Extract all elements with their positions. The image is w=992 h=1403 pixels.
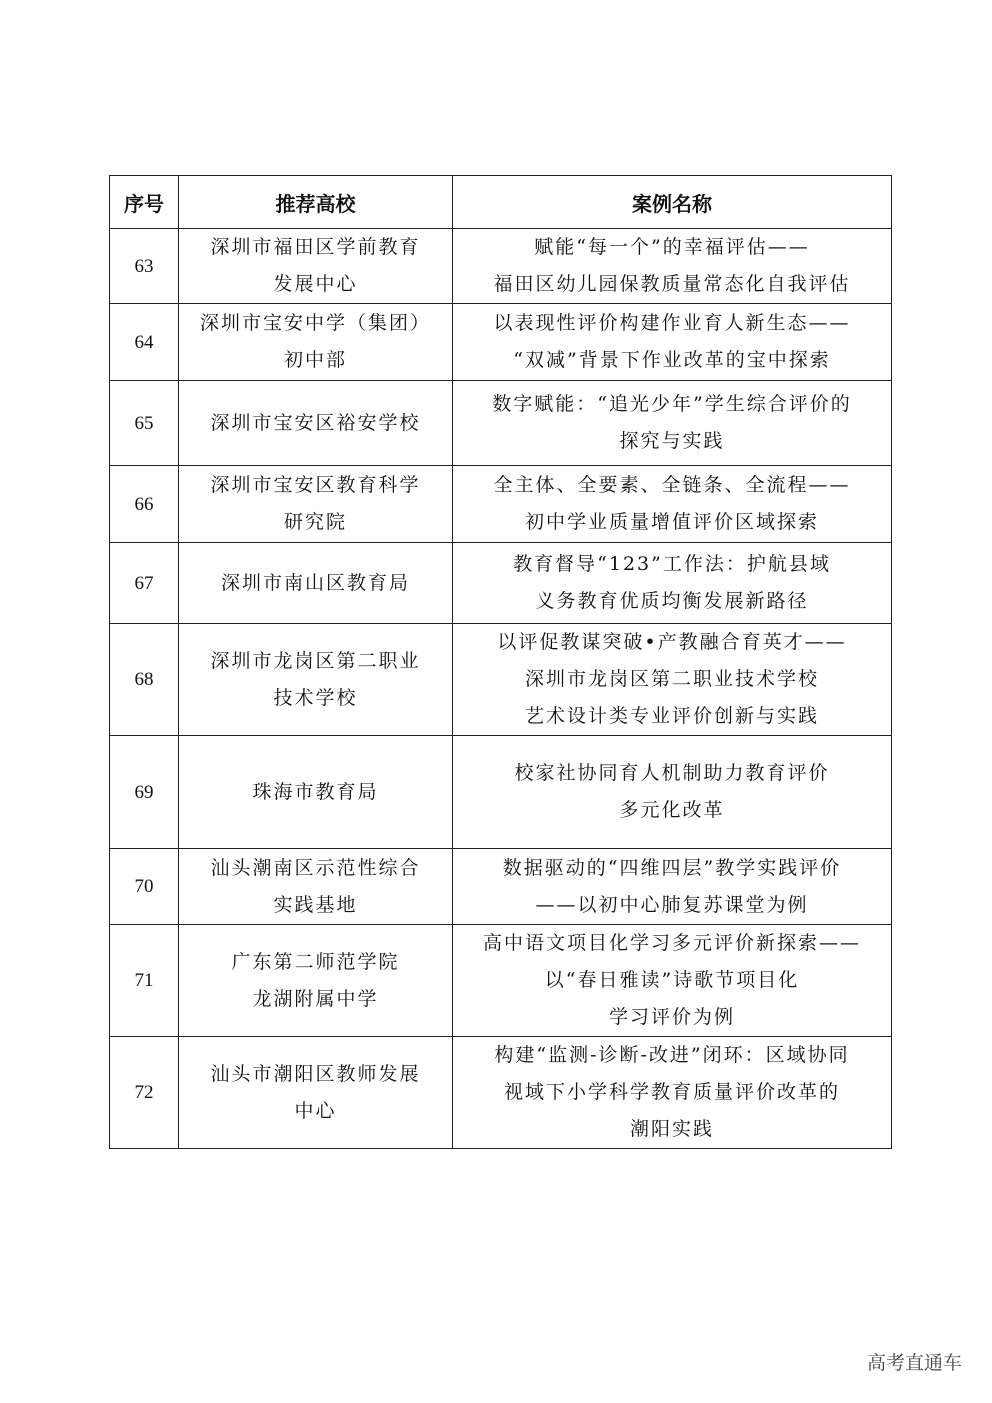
recommending-school [179,925,453,1037]
school-line: 实践基地 [273,893,358,916]
recommending-school [179,736,453,849]
case-name-line: 探究与实践 [619,430,725,452]
recommending-school [179,466,453,543]
school-line: 中心 [294,1099,337,1122]
case-name-line: 以表现性评价构建作业育人新生态—— [493,312,851,334]
row-index: 66 [110,466,179,543]
case-name-line: 校家社协同育人机制助力教育评价 [514,762,830,784]
header-school: 推荐高校 [179,176,453,229]
case-name-line: 艺术设计类专业评价创新与实践 [524,705,819,727]
row-index: 68 [110,624,179,736]
row-index: 65 [110,381,179,466]
table-row [110,381,892,466]
table-row [110,466,892,543]
case-name-line: 深圳市龙岗区第二职业技术学校 [524,668,819,690]
case-name-line: 以“春日雅读”诗歌节项目化 [544,969,800,991]
recommending-school [179,543,453,624]
case-name-line: 初中学业质量增值评价区域探索 [524,511,819,533]
school-line: 深圳市福田区学前教育 [210,236,421,258]
header-index: 序号 [110,176,179,229]
case-name-line: 潮阳实践 [629,1118,714,1140]
table-row [110,229,892,304]
table-row [110,304,892,381]
school-line: 深圳市宝安区裕安学校 [210,411,421,434]
header-case-name: 案例名称 [453,176,892,229]
school-line: 深圳市南山区教育局 [220,571,410,594]
case-name [453,466,892,543]
recommending-school [179,624,453,736]
case-name [453,229,892,304]
watermark-text: 高考直通车 [866,1352,962,1374]
case-name-line: 多元化改革 [619,799,725,821]
recommending-school [179,229,453,304]
table-row [110,624,892,736]
table-row [110,925,892,1037]
row-index: 72 [110,1037,179,1149]
case-name-line: 赋能“每一个”的幸福评估—— [534,236,810,258]
case-name-line: 构建“监测-诊断-改进”闭环：区域协同 [494,1044,850,1066]
school-line: 深圳市宝安中学（集团） [199,312,431,334]
case-name [453,1037,892,1149]
recommending-school [179,381,453,466]
recommending-school [179,304,453,381]
school-line: 发展中心 [273,273,358,295]
case-name-line: 高中语文项目化学习多元评价新探索—— [482,932,861,954]
table-row [110,849,892,925]
case-name [453,624,892,736]
school-line: 汕头市潮阳区教师发展 [210,1062,421,1085]
case-name [453,925,892,1037]
case-name-line: 福田区幼儿园保教质量常态化自我评估 [493,273,851,295]
row-index: 70 [110,849,179,925]
row-index: 63 [110,229,179,304]
table-header-row [110,176,892,229]
table-row [110,1037,892,1149]
case-name-line: 数据驱动的“四维四层”教学实践评价 [502,856,842,879]
recommending-school [179,849,453,925]
school-line: 汕头潮南区示范性综合 [210,856,421,879]
table-body [110,229,892,1149]
case-name [453,849,892,925]
case-name [453,304,892,381]
table-row [110,543,892,624]
recommending-school [179,1037,453,1149]
row-index: 71 [110,925,179,1037]
case-name [453,736,892,849]
case-name-line: 全主体、全要素、全链条、全流程—— [493,474,851,496]
school-line: 初中部 [283,349,347,371]
case-name-line: 义务教育优质均衡发展新路径 [535,590,809,612]
case-name-line: “双减”背景下作业改革的宝中探索 [513,349,831,371]
case-name [453,381,892,466]
school-line: 研究院 [283,511,347,533]
case-name-line: 教育督导“123”工作法：护航县域 [513,553,831,575]
row-index: 69 [110,736,179,849]
cases-table [109,175,892,1149]
case-name-line: 学习评价为例 [608,1006,735,1028]
row-index: 67 [110,543,179,624]
case-name-line: 以评促教谋突破•产教融合育英才—— [497,631,847,653]
case-name-line: 数字赋能：“追光少年”学生综合评价的 [492,393,852,415]
school-line: 珠海市教育局 [252,780,379,803]
school-line: 龙湖附属中学 [252,987,379,1010]
school-line: 深圳市宝安区教育科学 [210,474,421,496]
school-line: 广东第二师范学院 [231,950,400,973]
school-line: 技术学校 [273,686,358,709]
row-index: 64 [110,304,179,381]
table-row [110,736,892,849]
school-line: 深圳市龙岗区第二职业 [210,649,421,672]
case-name [453,543,892,624]
case-name-line: 视域下小学科学教育质量评价改革的 [503,1081,840,1103]
case-name-line: ——以初中心肺复苏课堂为例 [535,893,809,916]
